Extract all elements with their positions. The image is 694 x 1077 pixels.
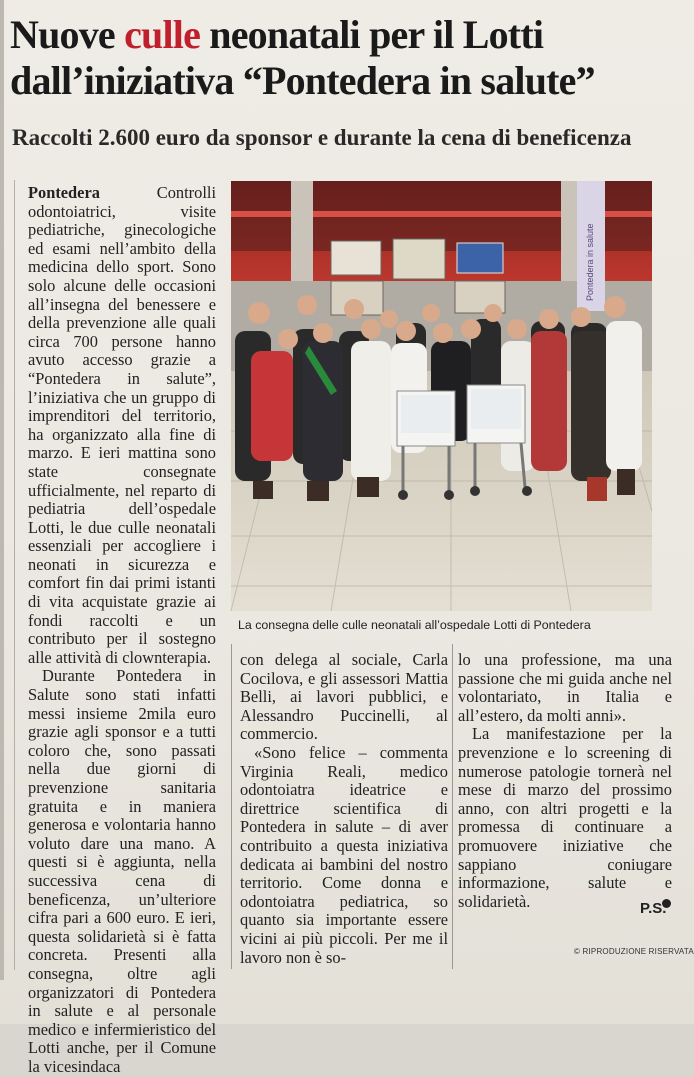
headline-accent-word: culle — [124, 12, 201, 57]
headline-part2: neonatali per il Lotti dall’iniziativa “Pontedera in salute” — [10, 12, 595, 103]
wall-poster-2 — [393, 239, 445, 279]
subheadline: Raccolti 2.600 euro da sponsor e durante la cena di beneficenza — [12, 125, 632, 150]
photo-caption: La consegna delle culle neonatali all’ospedale Lotti di Pontedera — [238, 618, 591, 632]
event-banner-text: Pontedera in salute — [585, 223, 595, 301]
paragraph-4: «Sono felice – commenta Virginia Reali, medico odontoiatra ideatrice e direttrice scientifica di Pontedera in salute – di aver contribuito a questa iniziativa dedicata ai bambini del nostro territorio. Come donna e odontoiatra pediatrica, so quanto sia importante essere vicini ai più piccoli. Per me il lavoro non è so- — [240, 742, 448, 967]
page-edge — [0, 0, 4, 980]
paragraph-1-text: Controlli odontoiatrici, visite pediatriche, ginecologiche ed esami nell’ambito della medicina dello sport. Sono solo alcune delle occasioni all’insegna del benessere e della prevenzione alle quali circa 700 persone hanno avuto accesso grazie a “Pontedera in salute”, l’iniziativa che un gruppo di imprenditori del territorio, ha organizzato alla fine di marzo. E ieri mattina sono state consegnate ufficialmente, nel reparto di pediatria dell’ospedale Lotti, le due culle neonatali essenziali per accogliere i neonati in sicurezza e comfort fin dai primi istanti di vita acquistate grazie ai fondi raccolti e un contributo per il sostegno alle attività di clownterapia. — [28, 183, 216, 667]
sign-blue — [457, 243, 503, 273]
wall-poster-1 — [331, 241, 381, 275]
paragraph-3: con delega al sociale, Carla Cocilova, e gli assessori Mattia Belli, ai lavori pubblici, e Alessandro Puccinelli, al commercio. — [240, 650, 448, 744]
headline-part1: Nuove — [10, 12, 125, 57]
column-rule-left — [14, 180, 15, 970]
paragraph-5: lo una professione, ma una passione che mi guida anche nel volontariato, in Italia e all’estero, da molti anni». — [458, 650, 672, 725]
copyright-notice: © RIPRODUZIONE RISERVATA — [574, 947, 694, 956]
dateline: Pontedera — [28, 183, 100, 202]
column-rule-2 — [452, 644, 453, 969]
author-signature: P.S. — [640, 900, 667, 917]
paragraph-2: Durante Pontedera in Salute sono stati infatti messi insieme 2mila euro grazie agli sponsor e a tutti coloro che, sono passati nella due giorni di prevenzione sanitaria gratuita e in maniera generosa e volontaria hanno voluto dare una mano. A questi si è aggiunta, nella successiva cena di beneficenza, un’ulteriore cifra pari a 600 euro. E ieri, questa solidarietà si è fatta concreta. Presenti alla consegna, oltre agli organizzatori di Pontedera in salute e al personale medico e infermieristico del Lotti anche, per il Comune la vicesindaca — [28, 666, 216, 1076]
article-column-2 — [240, 651, 448, 967]
event-photo — [231, 181, 652, 611]
column-rule-1 — [231, 644, 232, 969]
article-column-1 — [28, 184, 216, 1077]
headline — [10, 12, 690, 104]
paragraph-1 — [28, 184, 216, 667]
paragraph-6: La manifestazione per la prevenzione e lo screening di numerose patologie tornerà nel mese di marzo del prossimo anno, con altri progetti e la promessa di continuare a promuovere iniziative che sappiano coniugare informazione, salute e solidarietà. — [458, 724, 672, 911]
article-column-3 — [458, 651, 672, 911]
